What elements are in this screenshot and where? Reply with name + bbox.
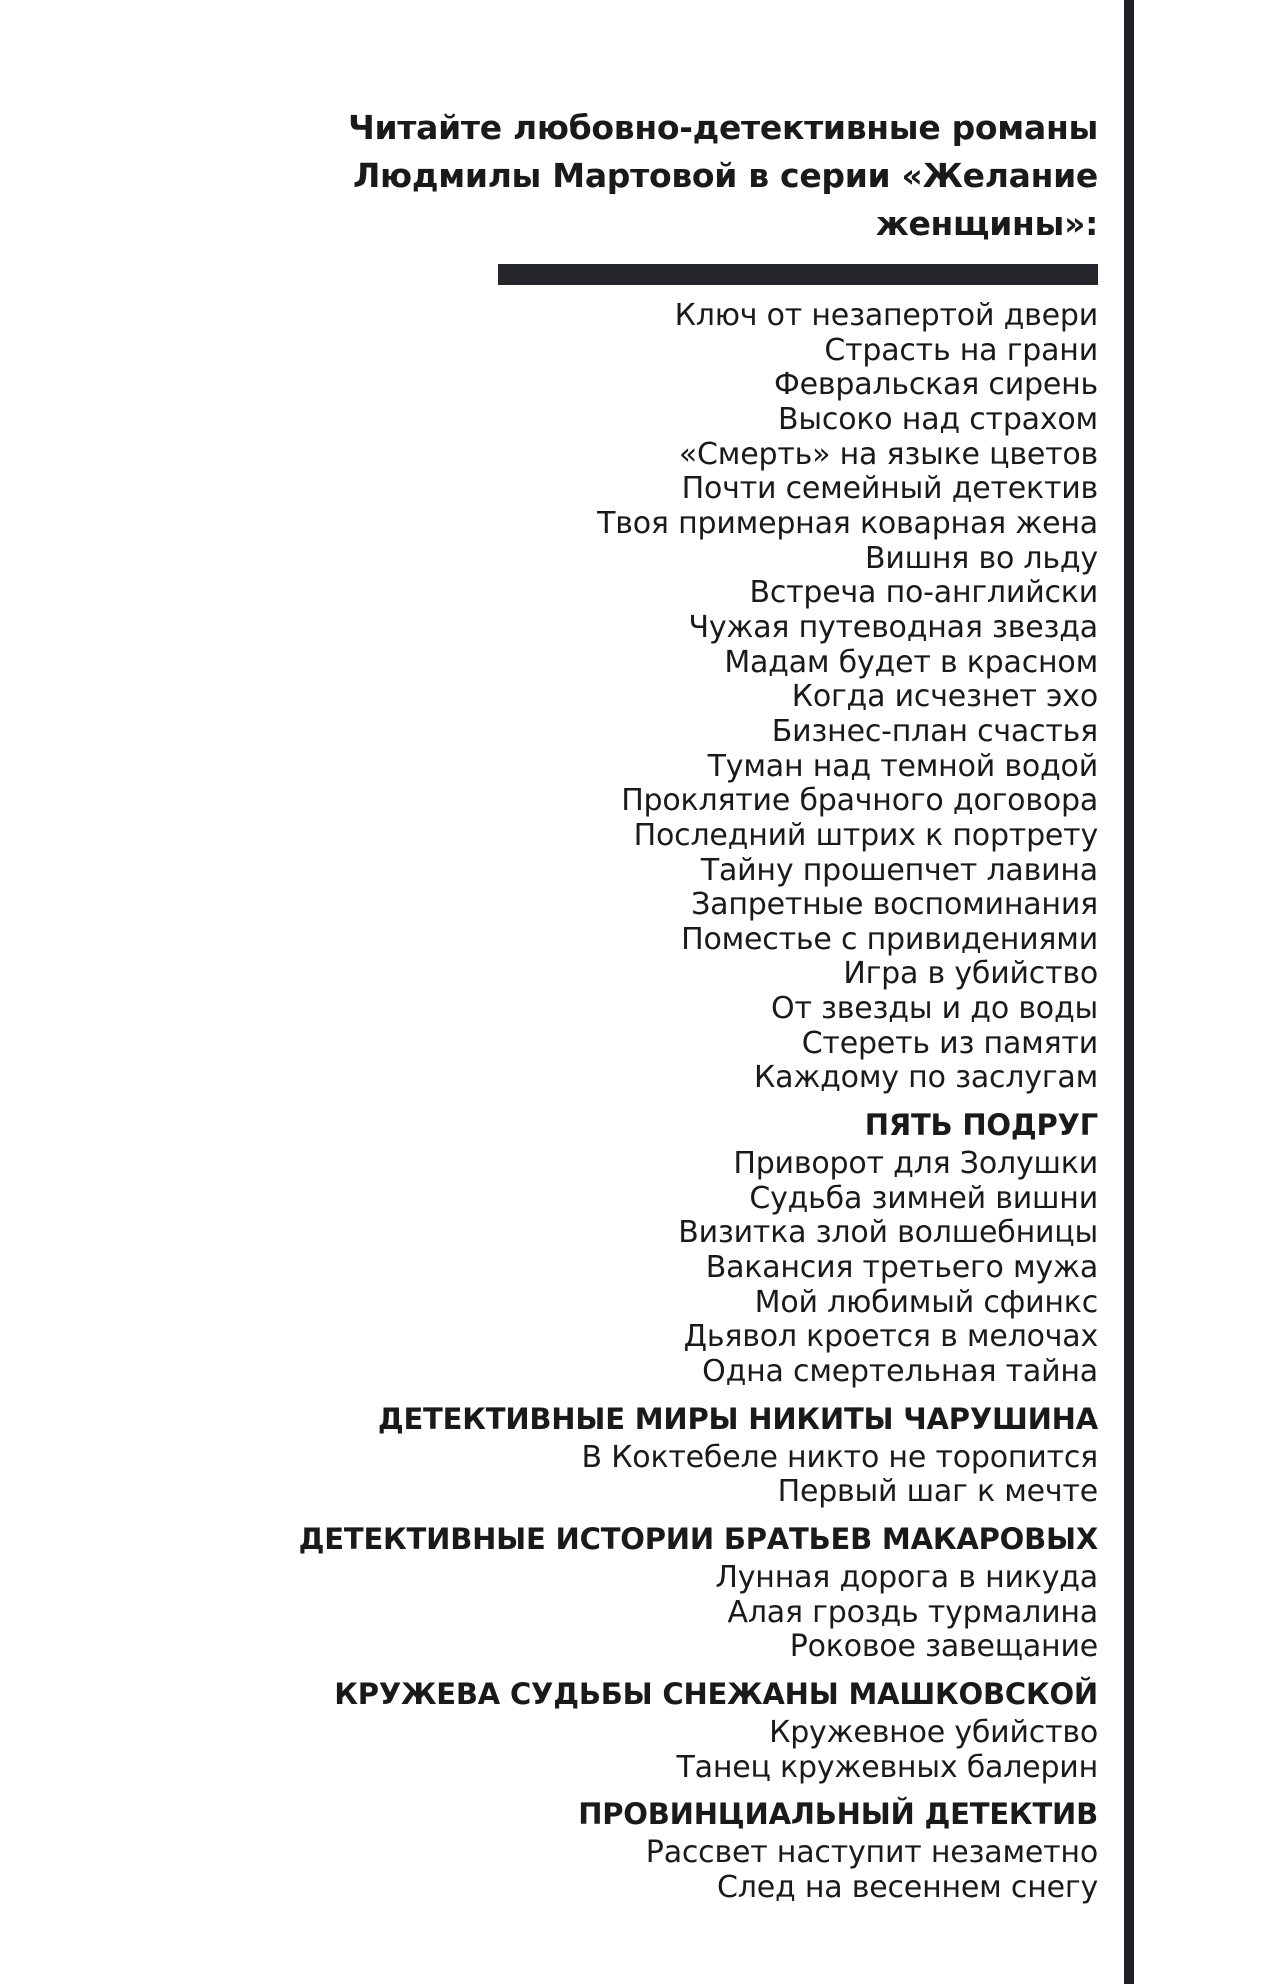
series-title: КРУЖЕВА СУДЬБЫ СНЕЖАНЫ МАШКОВСКОЙ bbox=[334, 1676, 1098, 1711]
book-title: Поместье с привидениями bbox=[681, 921, 1098, 957]
book-title: Игра в убийство bbox=[843, 956, 1098, 992]
book-title: Бизнес-план счастья bbox=[771, 713, 1098, 749]
book-title: Туман над темной водой bbox=[707, 748, 1098, 784]
book-title: Рассвет наступит незаметно bbox=[645, 1835, 1098, 1871]
heading-underline-bar bbox=[498, 264, 1098, 285]
book-title: Тайну прошепчет лавина bbox=[700, 852, 1098, 888]
book-title: След на весеннем снегу bbox=[716, 1869, 1098, 1905]
book-title: Вишня во льду bbox=[864, 540, 1098, 576]
book-title: Последний штрих к портрету bbox=[633, 817, 1098, 853]
book-title: Визитка злой волшебницы bbox=[678, 1215, 1098, 1251]
book-title: Высоко над страхом bbox=[778, 401, 1098, 437]
book-title: Роковое завещание bbox=[789, 1629, 1098, 1665]
book-title: Мой любимый сфинкс bbox=[754, 1284, 1098, 1320]
book-title: Дьявол кроется в мелочах bbox=[683, 1319, 1098, 1355]
series-block bbox=[198, 1792, 1098, 1905]
book-title: Танец кружевных балерин bbox=[676, 1749, 1098, 1785]
book-title: Твоя примерная коварная жена bbox=[597, 505, 1098, 541]
book-title: Запретные воспоминания bbox=[691, 887, 1098, 923]
book-title: Каждому по заслугам bbox=[754, 1060, 1098, 1096]
book-list-page bbox=[198, 104, 1098, 1906]
book-title: Ключ от незапертой двери bbox=[674, 298, 1098, 333]
series-list bbox=[198, 1103, 1098, 1906]
book-title: От звезды и до воды bbox=[771, 991, 1098, 1027]
series-block bbox=[198, 1103, 1098, 1390]
page-edge-rule bbox=[1124, 0, 1134, 1984]
book-title: Страсть на грани bbox=[824, 332, 1098, 368]
book-title: В Коктебеле никто не торопится bbox=[581, 1439, 1098, 1475]
book-title: Когда исчезнет эхо bbox=[791, 679, 1098, 715]
book-title: Лунная дорога в никуда bbox=[715, 1560, 1098, 1595]
book-title: Вакансия третьего мужа bbox=[705, 1250, 1098, 1286]
page-heading-line-1: Читайте любовно-детективные романы bbox=[348, 108, 1098, 147]
book-title: Приворот для Золушки bbox=[733, 1146, 1098, 1182]
book-title: Стереть из памяти bbox=[801, 1025, 1098, 1061]
book-title: Кружевное убийство bbox=[769, 1714, 1098, 1750]
page-heading-line-2: Людмилы Мартовой в серии «Желание женщины»: bbox=[352, 156, 1098, 243]
book-title: Алая гроздь турмалина bbox=[727, 1594, 1098, 1630]
book-title: Одна смертельная тайна bbox=[702, 1354, 1098, 1390]
book-title: Судьба зимней вишни bbox=[749, 1180, 1098, 1216]
book-title: Чужая путеводная звезда bbox=[688, 609, 1098, 645]
book-title: Мадам будет в красном bbox=[724, 644, 1098, 680]
book-title: Февральская сирень bbox=[773, 367, 1098, 403]
series-title: ДЕТЕКТИВНЫЕ МИРЫ НИКИТЫ ЧАРУШИНА bbox=[377, 1401, 1098, 1436]
book-title: Проклятие брачного договора bbox=[621, 783, 1098, 819]
main-book-list bbox=[198, 299, 1098, 1096]
series-block bbox=[198, 1397, 1098, 1510]
book-title: Первый шаг к мечте bbox=[777, 1474, 1098, 1510]
series-title: ПЯТЬ ПОДРУГ bbox=[864, 1108, 1098, 1143]
series-title: ПРОВИНЦИАЛЬНЫЙ ДЕТЕКТИВ bbox=[578, 1797, 1098, 1832]
book-title: Встреча по-английски bbox=[749, 575, 1098, 611]
series-block bbox=[198, 1672, 1098, 1785]
book-title: Почти семейный детектив bbox=[681, 471, 1098, 507]
book-title: «Смерть» на языке цветов bbox=[678, 436, 1098, 472]
series-block bbox=[198, 1517, 1098, 1665]
series-title: ДЕТЕКТИВНЫЕ ИСТОРИИ БРАТЬЕВ МАКАРОВЫХ bbox=[298, 1522, 1098, 1556]
